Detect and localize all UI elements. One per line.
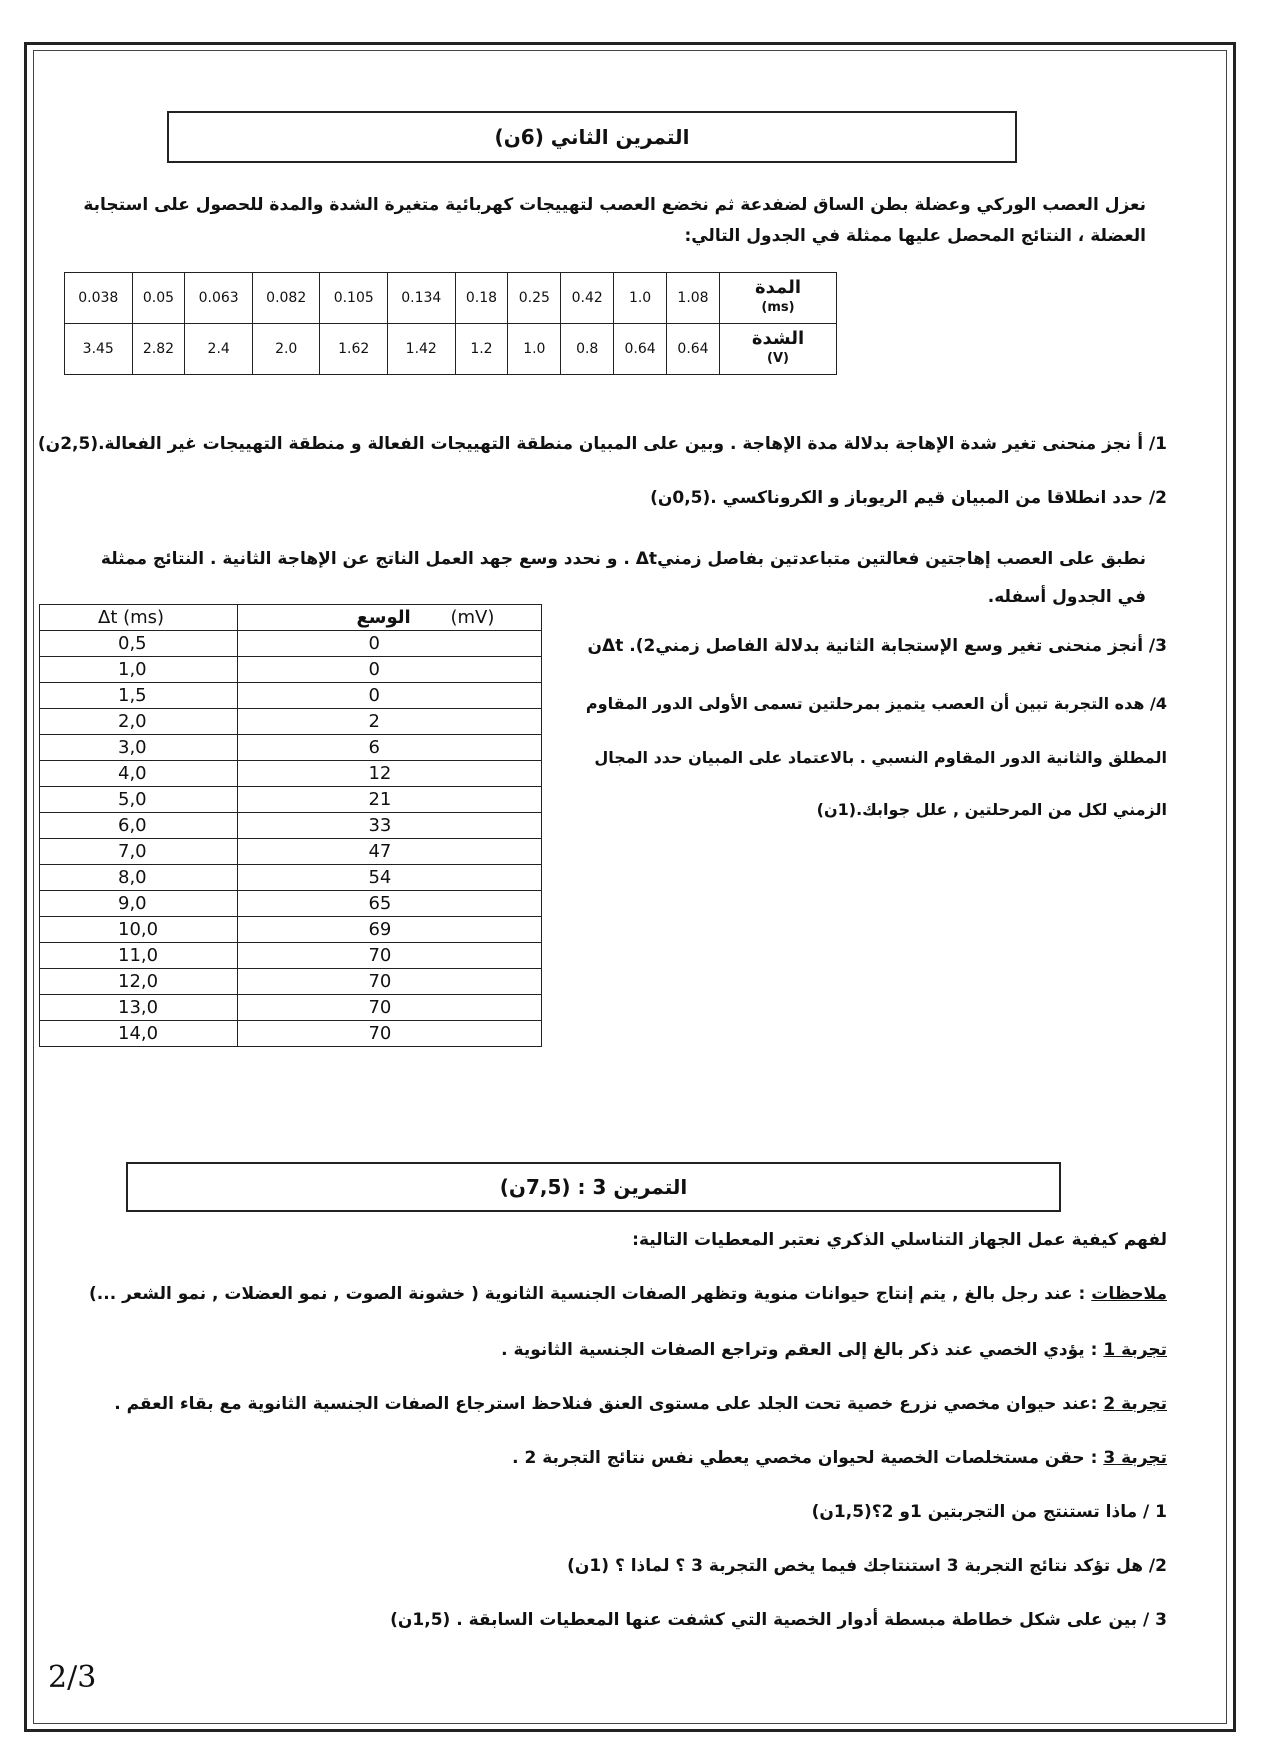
- amplitude-cell: 65: [238, 891, 542, 917]
- intensity-cell: 2.82: [132, 324, 185, 375]
- amplitude-table: [39, 604, 542, 1047]
- duration-cell: 0.063: [185, 273, 253, 324]
- amplitude-header: [238, 605, 542, 631]
- exp3-label: تجربة 3: [1103, 1448, 1167, 1468]
- intensity-cell: 0.8: [561, 324, 614, 375]
- intensity-cell: 2.4: [185, 324, 253, 375]
- intensity-cell: 0.64: [614, 324, 667, 375]
- exp2-label: تجربة 2: [1103, 1394, 1167, 1414]
- duration-cell: 1.08: [667, 273, 720, 324]
- delta-t-cell: 1,0: [40, 657, 238, 683]
- amplitude-unit: (mV): [450, 607, 495, 628]
- exercise2-q4-line2: المطلق والثانية الدور المقاوم النسبي . بالاعتماد على المبيان حدد المجال: [594, 748, 1167, 767]
- duration-cell: 0.42: [561, 273, 614, 324]
- delta-t-cell: 0,5: [40, 631, 238, 657]
- delta-t-header: Δt (ms): [40, 605, 238, 631]
- exercise3-exp1: [501, 1340, 1167, 1360]
- intensity-cell: 1.2: [455, 324, 508, 375]
- table-row: [40, 735, 542, 761]
- amplitude-cell: 54: [238, 865, 542, 891]
- exercise3-title-box: [126, 1162, 1061, 1212]
- intensity-row: [65, 324, 837, 375]
- table-row: [40, 943, 542, 969]
- delta-t-cell: 1,5: [40, 683, 238, 709]
- table-row: [40, 631, 542, 657]
- amplitude-cell: 12: [238, 761, 542, 787]
- exercise2-para2: نطبق على العصب إهاجتين فعالتين متباعدتين بفاصل زمنيΔt . و نحدد وسع جهد العمل الناتج عن الإهاجة الثانية . النتائج ممثلة في الجدول أسفله.: [100, 549, 1146, 607]
- exercise2-q2: 2/ حدد انطلاقا من المبيان قيم الريوباز و الكروناكسي .(0,5ن): [650, 488, 1167, 508]
- duration-header: [720, 273, 837, 324]
- stimulation-table: [64, 272, 837, 375]
- amplitude-cell: 6: [238, 735, 542, 761]
- duration-label: المدة: [754, 277, 802, 298]
- exercise2-q3: 3/ أنجز منحنى تغير وسع الإستجابة الثانية بدلالة الفاصل زمنيΔt .(2ن: [587, 636, 1167, 656]
- amplitude-cell: 69: [238, 917, 542, 943]
- intensity-unit: (V): [767, 351, 789, 366]
- exp3-text: : حقن مستخلصات الخصية لحيوان مخصي يعطي نفس نتائج التجربة 2 .: [512, 1448, 1104, 1468]
- duration-cell: 0.05: [132, 273, 185, 324]
- duration-cell: 1.0: [614, 273, 667, 324]
- table-row: [40, 839, 542, 865]
- duration-cell: 0.25: [508, 273, 561, 324]
- exercise2-intro: نعزل العصب الوركي وعضلة بطن الساق لضفدعة ثم نخضع العصب لتهييجات كهربائية متغيرة الشدة والمدة للحصول على استجابة العضلة ، النتائج المحصل عليها ممثلة في الجدول التالي:: [83, 195, 1146, 246]
- intensity-cell: 1.62: [320, 324, 388, 375]
- delta-t-cell: 2,0: [40, 709, 238, 735]
- amplitude-cell: 70: [238, 1021, 542, 1047]
- exp2-text: :عند حيوان مخصي نزرع خصية تحت الجلد على مستوى العنق فنلاحظ استرجاع الصفات الجنسية الثانوية مع بقاء العقم .: [114, 1394, 1104, 1414]
- table-row: [40, 891, 542, 917]
- exercise2-q4-line1: 4/ هده التجربة تبين أن العصب يتميز بمرحلتين تسمى الأولى الدور المقاوم: [585, 694, 1167, 713]
- exercise3-q2: 2/ هل تؤكد نتائج التجربة 3 استنتاجك فيما يخص التجربة 3 ؟ لماذا ؟ (1ن): [567, 1556, 1167, 1576]
- exp1-label: تجربة 1: [1103, 1340, 1167, 1360]
- exercise3-exp2: [114, 1394, 1167, 1414]
- duration-cell: 0.105: [320, 273, 388, 324]
- table-row: [40, 761, 542, 787]
- delta-t-cell: 3,0: [40, 735, 238, 761]
- delta-t-cell: 6,0: [40, 813, 238, 839]
- amplitude-cell: 0: [238, 631, 542, 657]
- table-row: [40, 787, 542, 813]
- amplitude-cell: 0: [238, 657, 542, 683]
- table-row: [40, 917, 542, 943]
- table-row: [40, 683, 542, 709]
- intensity-cell: 3.45: [65, 324, 133, 375]
- table-row: [40, 865, 542, 891]
- delta-t-cell: 8,0: [40, 865, 238, 891]
- amplitude-cell: 47: [238, 839, 542, 865]
- table-row: [40, 969, 542, 995]
- intensity-header: [720, 324, 837, 375]
- exercise2-title-box: [167, 111, 1017, 163]
- amplitude-cell: 21: [238, 787, 542, 813]
- exercise2-title: التمرين الثاني (6ن): [494, 125, 690, 149]
- duration-cell: 0.18: [455, 273, 508, 324]
- table-row: [40, 1021, 542, 1047]
- delta-t-cell: 14,0: [40, 1021, 238, 1047]
- amplitude-table-header: [40, 605, 542, 631]
- duration-unit: (ms): [761, 300, 795, 315]
- intensity-cell: 0.64: [667, 324, 720, 375]
- exercise2-q4-line3: الزمني لكل من المرحلتين , علل جوابك.(1ن): [816, 800, 1167, 819]
- amplitude-cell: 33: [238, 813, 542, 839]
- notes-text: : عند رجل بالغ , يتم إنتاج حيوانات منوية وتظهر الصفات الجنسية الثانوية ( خشونة الصوت , نمو العضلات , نمو الشعر ...): [89, 1284, 1092, 1304]
- table-row: [40, 813, 542, 839]
- intensity-cell: 1.42: [388, 324, 456, 375]
- amplitude-label: الوسع: [356, 607, 411, 628]
- amplitude-cell: 70: [238, 995, 542, 1021]
- amplitude-cell: 70: [238, 969, 542, 995]
- duration-cell: 0.082: [252, 273, 320, 324]
- notes-label: ملاحظات: [1091, 1284, 1167, 1304]
- delta-t-cell: 5,0: [40, 787, 238, 813]
- table-row: [40, 995, 542, 1021]
- delta-t-cell: 11,0: [40, 943, 238, 969]
- exercise3-exp3: [512, 1448, 1167, 1468]
- exercise3-intro: لفهم كيفية عمل الجهاز التناسلي الذكري نعتبر المعطيات التالية:: [632, 1230, 1167, 1250]
- amplitude-cell: 70: [238, 943, 542, 969]
- page-number: 2/3: [48, 1660, 97, 1695]
- duration-cell: 0.038: [65, 273, 133, 324]
- amplitude-cell: 0: [238, 683, 542, 709]
- amplitude-cell: 2: [238, 709, 542, 735]
- delta-t-cell: 12,0: [40, 969, 238, 995]
- table-row: [40, 709, 542, 735]
- duration-row: [65, 273, 837, 324]
- exercise3-q3: 3 / بين على شكل خطاطة مبسطة أدوار الخصية التي كشفت عنها المعطيات السابقة . (1,5ن): [390, 1610, 1167, 1630]
- delta-t-cell: 13,0: [40, 995, 238, 1021]
- delta-t-cell: 9,0: [40, 891, 238, 917]
- delta-t-cell: 4,0: [40, 761, 238, 787]
- delta-t-cell: 10,0: [40, 917, 238, 943]
- intensity-label: الشدة: [751, 328, 805, 349]
- table-row: [40, 657, 542, 683]
- intensity-cell: 1.0: [508, 324, 561, 375]
- delta-t-cell: 7,0: [40, 839, 238, 865]
- exercise2-q1: 1/ أ نجز منحنى تغير شدة الإهاجة بدلالة مدة الإهاجة . وبين على المبيان منطقة التهييجات الفعالة و منطقة التهييجات غير الفعالة.(2,5ن): [37, 434, 1167, 454]
- exercise3-notes: [89, 1284, 1167, 1304]
- intensity-cell: 2.0: [252, 324, 320, 375]
- exp1-text: : يؤدي الخصي عند ذكر بالغ إلى العقم وتراجع الصفات الجنسية الثانوية .: [501, 1340, 1104, 1360]
- duration-cell: 0.134: [388, 273, 456, 324]
- exercise3-q1: 1 / ماذا تستنتج من التجربتين 1و 2؟(1,5ن): [811, 1502, 1167, 1522]
- exercise3-title: التمرين 3 : (7,5ن): [499, 1175, 688, 1199]
